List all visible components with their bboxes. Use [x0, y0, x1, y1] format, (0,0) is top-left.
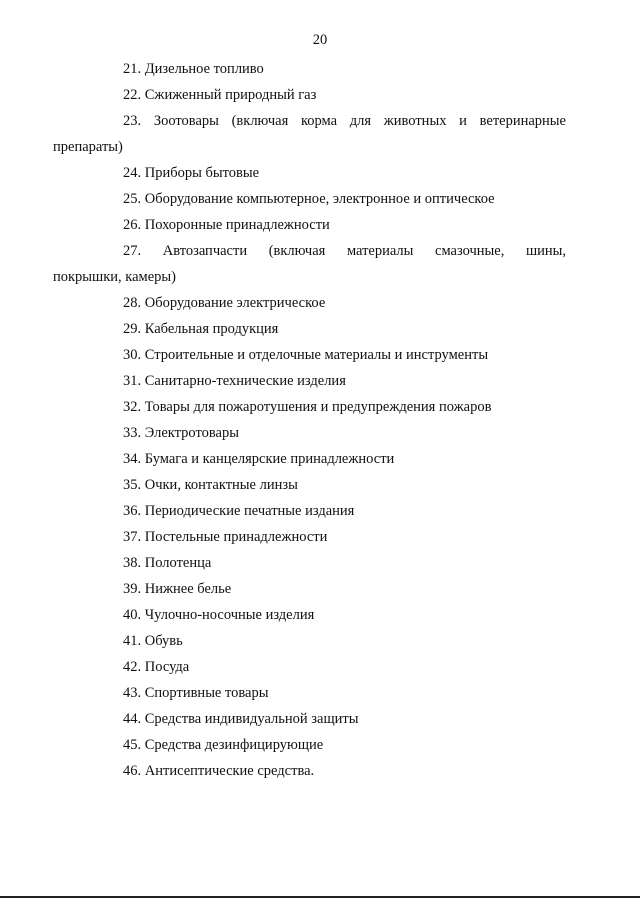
- list-item: [53, 238, 566, 290]
- list-item: 26. Похоронные принадлежности: [123, 217, 330, 233]
- list-item: 35. Очки, контактные линзы: [123, 477, 298, 493]
- page-number: 20: [312, 32, 328, 48]
- list-item: 33. Электротовары: [123, 425, 239, 441]
- list-item: 32. Товары для пожаротушения и предупреждения пожаров: [123, 399, 492, 415]
- list-item: 21. Дизельное топливо: [123, 61, 264, 77]
- list-item: 44. Средства индивидуальной защиты: [123, 711, 359, 727]
- list-item: [53, 108, 566, 160]
- list-item: 31. Санитарно-технические изделия: [123, 373, 346, 389]
- list-item: 37. Постельные принадлежности: [123, 529, 328, 545]
- list-item-line: 23. Зоотовары (включая корма для животных и ветеринарные: [123, 113, 566, 129]
- list-item: 36. Периодические печатные издания: [123, 503, 355, 519]
- list-item: 22. Сжиженный природный газ: [123, 87, 317, 103]
- goods-list: [53, 56, 566, 784]
- list-item: 45. Средства дезинфицирующие: [123, 737, 324, 753]
- list-item: 38. Полотенца: [123, 555, 212, 571]
- list-item: 41. Обувь: [123, 633, 183, 649]
- list-item: 34. Бумага и канцелярские принадлежности: [123, 451, 395, 467]
- list-item: 46. Антисептические средства.: [123, 763, 315, 779]
- list-item-continuation: покрышки, камеры): [53, 269, 176, 285]
- list-item: 30. Строительные и отделочные материалы и инструменты: [123, 347, 489, 363]
- list-item: 25. Оборудование компьютерное, электронное и оптическое: [123, 191, 495, 207]
- list-item: 28. Оборудование электрическое: [123, 295, 326, 311]
- list-item: 24. Приборы бытовые: [123, 165, 260, 181]
- list-item: 42. Посуда: [123, 659, 190, 675]
- list-item-line: 27. Автозапчасти (включая материалы смазочные, шины,: [123, 243, 566, 259]
- list-item-continuation: препараты): [53, 139, 123, 155]
- list-item: 39. Нижнее белье: [123, 581, 232, 597]
- list-item: 29. Кабельная продукция: [123, 321, 279, 337]
- page-bottom-rule: [0, 896, 640, 898]
- list-item: 43. Спортивные товары: [123, 685, 269, 701]
- list-item: 40. Чулочно-носочные изделия: [123, 607, 315, 623]
